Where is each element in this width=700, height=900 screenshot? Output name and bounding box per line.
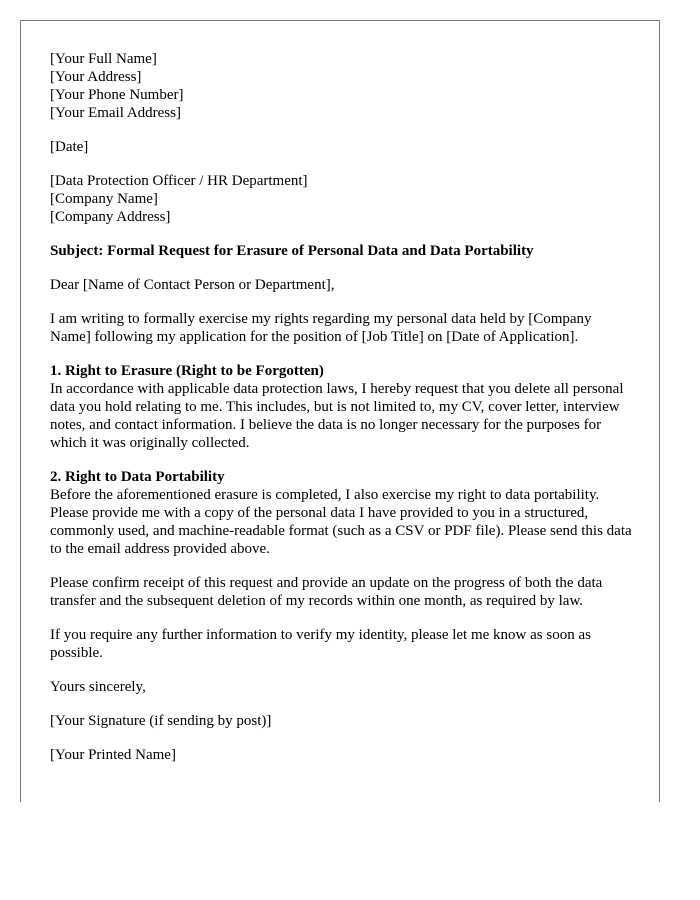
- sender-phone: [Your Phone Number]: [50, 87, 184, 103]
- section-portability-body: Before the aforementioned erasure is completed, I also exercise my right to data portability. Please provide me with a copy of the personal data I have provided to you in a structured, commonly used, and machine-readable format (such as a CSV or PDF file). Please send this data to the email address provided above.: [50, 487, 632, 557]
- sender-block: [50, 50, 635, 122]
- recipient-officer: [Data Protection Officer / HR Department]: [50, 173, 308, 189]
- sender-name: [Your Full Name]: [50, 51, 157, 67]
- recipient-block: [50, 172, 635, 226]
- recipient-address: [Company Address]: [50, 209, 171, 225]
- printed-name-line: [Your Printed Name]: [50, 747, 176, 763]
- section-portability-title: 2. Right to Data Portability: [50, 469, 225, 485]
- recipient-company: [Company Name]: [50, 191, 158, 207]
- letter-content: [50, 50, 635, 780]
- section-portability: [50, 468, 635, 558]
- letter-date: [Date]: [50, 139, 89, 155]
- closing: Yours sincerely,: [50, 679, 146, 695]
- signature-line: [Your Signature (if sending by post)]: [50, 713, 272, 729]
- section-erasure-body: In accordance with applicable data protection laws, I hereby request that you delete all personal data you hold relating to me. This includes, but is not limited to, my CV, cover letter, interview notes, and contact information. I believe the data is no longer necessary for the purposes for which it was originally collected.: [50, 381, 624, 451]
- section-erasure: [50, 362, 635, 452]
- salutation: Dear [Name of Contact Person or Department],: [50, 277, 335, 293]
- sender-email: [Your Email Address]: [50, 105, 181, 121]
- confirmation-paragraph: Please confirm receipt of this request and provide an update on the progress of both the data transfer and the subsequent deletion of my records within one month, as required by law.: [50, 575, 603, 609]
- sender-address: [Your Address]: [50, 69, 142, 85]
- section-erasure-title: 1. Right to Erasure (Right to be Forgotten): [50, 363, 324, 379]
- date-block: [50, 138, 635, 156]
- further-info-paragraph: If you require any further information to verify my identity, please let me know as soon as possible.: [50, 627, 591, 661]
- letter-page: [20, 20, 660, 802]
- intro-paragraph: I am writing to formally exercise my rights regarding my personal data held by [Company Name] following my application for the position of [Job Title] on [Date of Application].: [50, 311, 592, 345]
- subject-line: Subject: Formal Request for Erasure of Personal Data and Data Portability: [50, 243, 534, 259]
